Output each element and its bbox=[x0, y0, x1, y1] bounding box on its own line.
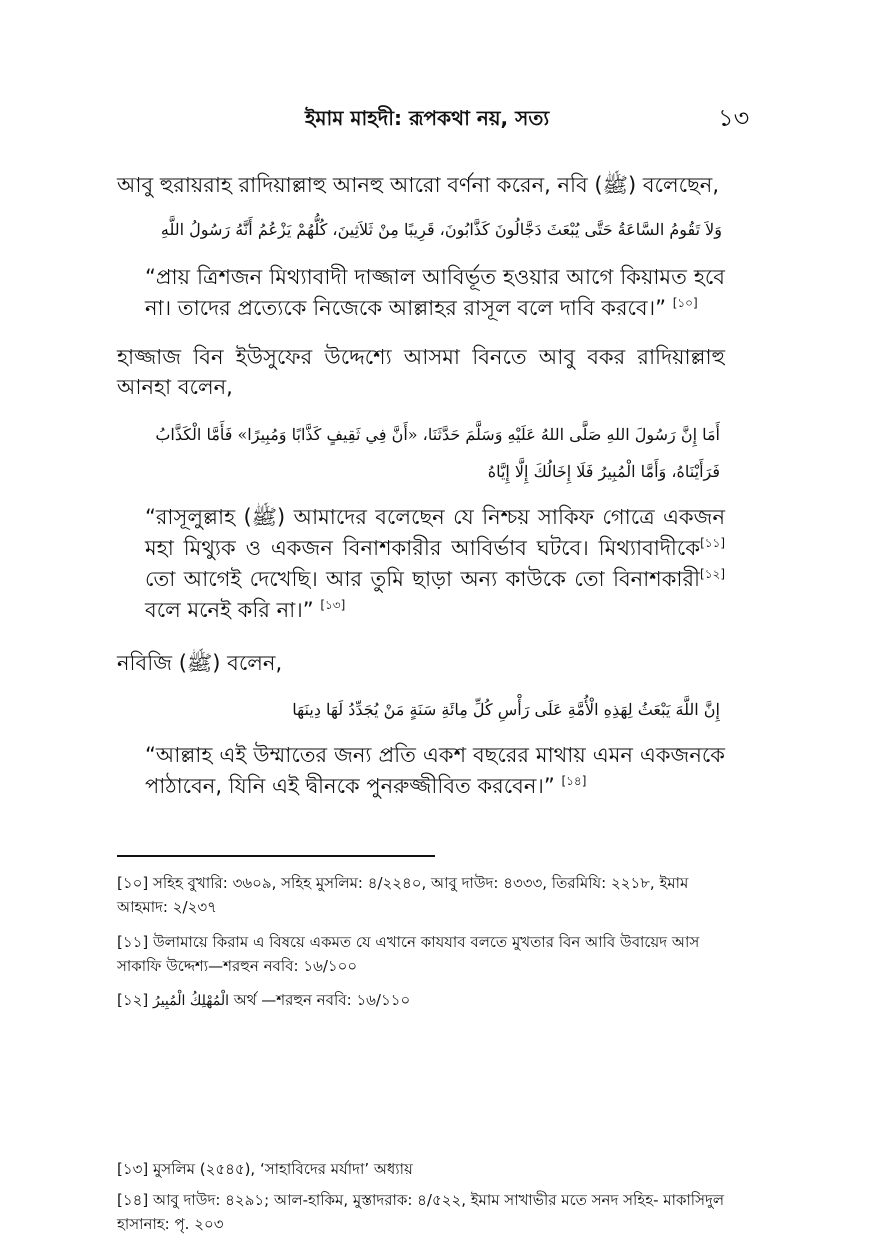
footnote-ref-10: [১০] bbox=[672, 296, 698, 310]
quote-2-text-c: বলে মনেই করি না।” bbox=[145, 598, 314, 622]
footnote-12-label: [১২] bbox=[117, 991, 149, 1009]
quote-3-text: “আল্লাহ এই উম্মাতের জন্য প্রতি একশ বছরের মাথায় এমন একজনকে পাঠাবেন, যিনি এই দ্বীনকে পুনরুজ্জীবিত করবেন।” bbox=[145, 743, 725, 798]
footnote-ref-11: [১১] bbox=[700, 536, 725, 550]
footnote-11: [১১] উলামায়ে কিরাম এ বিষয়ে একমত যে এখানে কাযযাব বলতে মুখতার বিন আবি উবায়েদ আস সাকাফি উদ্দেশ্য—শরহুন নববি: ১৬/১০০ bbox=[117, 933, 700, 975]
paragraph-1: আবু হুরায়রাহ রাদিয়াল্লাহু আনহু আরো বর্ণনা করেন, নবি (ﷺ) বলেছেন, bbox=[117, 173, 719, 197]
arabic-hadith-2-line-1: أَمَا إِنَّ رَسُولَ اللهِ صَلَّى اللهُ عَلَيْهِ وَسَلَّمَ حَدَّثَنَا، «أَنَّ فِي ثَقِيفٍ كَذَّابًا وَمُبِيرًا» فَأَمَّا الْكَذَّابُ bbox=[155, 425, 720, 444]
quote-2-text-b: তো আগেই দেখেছি। আর তুমি ছাড়া অন্য কাউকে তো বিনাশকারী bbox=[145, 567, 701, 591]
paragraph-3: নবিজি (ﷺ) বলেন, bbox=[117, 651, 283, 675]
footnote-13: [১৩] মুসলিম (২৫৪৫), ‘সাহাবিদের মর্যাদা’ অধ্যায় bbox=[117, 1160, 413, 1178]
quote-1-text: “প্রায় ত্রিশজন মিথ্যাবাদী দাজ্জাল আবির্ভূত হওয়ার আগে কিয়ামত হবে না। তাদের প্রত্যেকে নিজেকে আল্লাহর রাসূল বলে দাবি করবে।” bbox=[145, 265, 725, 320]
quote-1 bbox=[145, 262, 725, 324]
footnote-12 bbox=[117, 988, 725, 1013]
paragraph-2: হাজ্জাজ বিন ইউসুফের উদ্দেশ্যে আসমা বিনতে আবু বকর রাদিয়াল্লাহু আনহা বলেন, bbox=[117, 345, 725, 399]
arabic-hadith-3: إِنَّ اللَّهَ يَبْعَثُ لِهَذِهِ الْأُمَّةِ عَلَى رَأْسِ كُلِّ مِائَةِ سَنَةٍ مَنْ يُجَدِّدُ لَهَا دِينَهَا bbox=[292, 700, 720, 719]
running-header-title: ইমাম মাহদী: রূপকথা নয়, সত্য bbox=[305, 106, 550, 130]
footnote-separator bbox=[117, 855, 435, 857]
footnote-12-text: অর্থ —শরহুন নববি: ১৬/১১০ bbox=[233, 991, 411, 1009]
footnote-ref-12: [১২] bbox=[700, 567, 725, 581]
footnote-ref-14: [১৪] bbox=[561, 774, 587, 788]
footnote-10: [১০] সহিহ বুখারি: ৩৬০৯, সহিহ মুসলিম: ৪/২২৪০, আবু দাউদ: ৪৩৩৩, তিরমিযি: ২২১৮, ইমাম আহমাদ: ২/২৩৭ bbox=[117, 874, 689, 916]
footnote-ref-13: [১৩] bbox=[320, 598, 346, 612]
footnote-14: [১৪] আবু দাউদ: ৪২৯১; আল-হাকিম, মুস্তাদরাক: ৪/৫২২, ইমাম সাখাভীর মতে সনদ সহিহ- মাকাসিদুল হাসানাহ: পৃ. ২০৩ bbox=[117, 1191, 725, 1233]
page-number: ১৩ bbox=[718, 104, 750, 132]
arabic-hadith-1: وَلاَ تَقُومُ السَّاعَةُ حَتَّى يُبْعَثَ دَجَّالُونَ كَذَّابُونَ، قَرِيبًا مِنْ ثَلاَثِينَ، كُلُّهُمْ يَزْعُمُ أَنَّهُ رَسُولُ اللَّهِ bbox=[160, 220, 722, 239]
quote-2-text-a: “রাসূলুল্লাহ (ﷺ) আমাদের বলেছেন যে নিশ্চয় সাকিফ গোত্রে একজন মহা মিথ্যুক ও একজন বিনাশকারীর আবির্ভাব ঘটবে। মিথ্যাবাদীকে bbox=[145, 505, 726, 560]
quote-3 bbox=[145, 740, 725, 802]
footnote-12-arabic: الْمُهْلِكُ الْمُبِيرُ bbox=[152, 993, 229, 1009]
quote-2 bbox=[145, 502, 725, 626]
arabic-hadith-2-line-2: فَرَأَيْنَاهُ، وَأَمَّا الْمُبِيرُ فَلَا إِخَالُكَ إِلَّا إِيَّاهُ bbox=[487, 462, 720, 481]
